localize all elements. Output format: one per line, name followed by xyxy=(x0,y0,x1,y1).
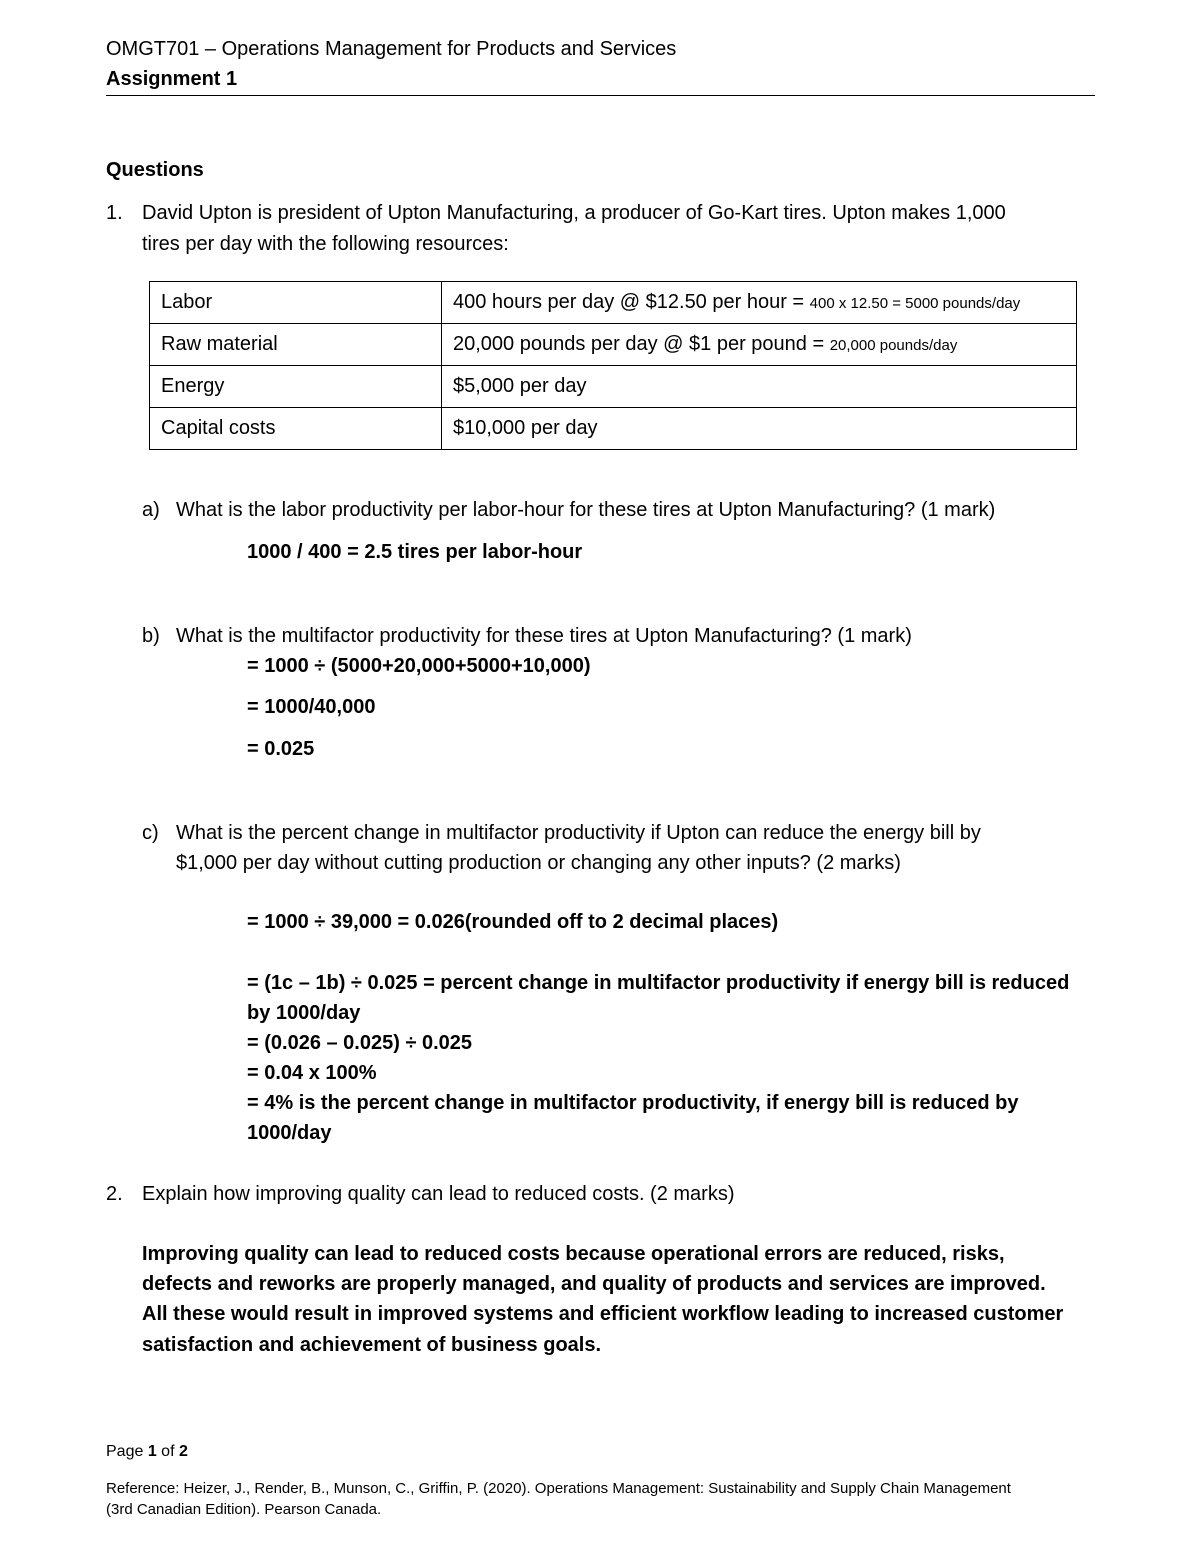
resource-name: Labor xyxy=(150,282,442,324)
table-row xyxy=(150,366,1077,408)
page-mid: of xyxy=(156,1443,179,1460)
q1c-answer-line: = 4% is the percent change in multifactor productivity, if energy bill is reduced by xyxy=(247,1092,1019,1114)
resource-detail xyxy=(442,324,1077,366)
table-row xyxy=(150,408,1077,450)
q1a-question: What is the labor productivity per labor-hour for these tires at Upton Manufacturing? (1 mark) xyxy=(176,499,996,521)
table-row xyxy=(150,324,1077,366)
q1c-answer-line: 1000/day xyxy=(247,1122,332,1144)
q2-question: Explain how improving quality can lead to reduced costs. (2 marks) xyxy=(142,1183,735,1205)
q1c-answer-line: = 0.04 x 100% xyxy=(247,1062,377,1084)
q1a-label: a) xyxy=(142,499,160,521)
q2-number: 2. xyxy=(106,1183,123,1205)
page-prefix: Page xyxy=(106,1443,148,1460)
q1c-answer-line: = (0.026 – 0.025) ÷ 0.025 xyxy=(247,1032,473,1054)
q1b-question: What is the multifactor productivity for these tires at Upton Manufacturing? (1 mark) xyxy=(176,625,912,647)
reference-line1: Reference: Heizer, J., Render, B., Munson, C., Griffin, P. (2020). Operations Management: Sustainability and Supply Chain Management xyxy=(106,1480,1011,1497)
resource-detail: $10,000 per day xyxy=(442,408,1077,450)
table-row xyxy=(150,282,1077,324)
page-current: 1 xyxy=(147,1443,157,1460)
q1-number: 1. xyxy=(106,202,123,224)
page-number xyxy=(106,1443,188,1461)
q1b-answer-line: = 1000 ÷ (5000+20,000+5000+10,000) xyxy=(247,655,591,677)
q1-text-line2: tires per day with the following resources: xyxy=(142,233,509,255)
resource-detail: $5,000 per day xyxy=(442,366,1077,408)
resource-name: Capital costs xyxy=(150,408,442,450)
q2-answer-line: satisfaction and achievement of business goals. xyxy=(142,1334,602,1356)
detail-note: 20,000 pounds/day xyxy=(829,337,958,354)
q2-answer-line: Improving quality can lead to reduced costs because operational errors are reduced, risks, xyxy=(142,1243,1005,1265)
q1c-question-line2: $1,000 per day without cutting production or changing any other inputs? (2 marks) xyxy=(176,852,901,874)
q1b-answer-line: = 0.025 xyxy=(247,738,315,760)
q1-text-line1: David Upton is president of Upton Manufacturing, a producer of Go-Kart tires. Upton makes 1,000 xyxy=(142,202,1006,224)
q1b-answer-line: = 1000/40,000 xyxy=(247,696,376,718)
q1c-answer-line: = (1c – 1b) ÷ 0.025 = percent change in multifactor productivity if energy bill is reduced xyxy=(247,972,1070,994)
detail-text: 400 hours per day @ $12.50 per hour = xyxy=(453,291,810,313)
course-title: OMGT701 – Operations Management for Products and Services xyxy=(106,38,677,60)
q1c-label: c) xyxy=(142,822,159,844)
detail-text: 20,000 pounds per day @ $1 per pound = xyxy=(453,333,830,355)
q1b-label: b) xyxy=(142,625,160,647)
reference-line2: (3rd Canadian Edition). Pearson Canada. xyxy=(106,1501,382,1518)
q2-answer-line: defects and reworks are properly managed, and quality of products and services are improved. xyxy=(142,1273,1046,1295)
resource-name: Energy xyxy=(150,366,442,408)
resource-name: Raw material xyxy=(150,324,442,366)
header-divider xyxy=(106,95,1095,96)
q1a-answer: 1000 / 400 = 2.5 tires per labor-hour xyxy=(247,541,583,563)
page-total: 2 xyxy=(178,1443,188,1460)
detail-note: 400 x 12.50 = 5000 pounds/day xyxy=(809,295,1021,312)
questions-heading: Questions xyxy=(106,159,204,181)
q1c-answer-line: by 1000/day xyxy=(247,1002,361,1024)
assignment-title: Assignment 1 xyxy=(106,68,238,90)
q1c-question-line1: What is the percent change in multifactor productivity if Upton can reduce the energy bill by xyxy=(176,822,981,844)
resource-detail xyxy=(442,282,1077,324)
resources-table xyxy=(149,281,1077,450)
q1c-answer1: = 1000 ÷ 39,000 = 0.026(rounded off to 2 decimal places) xyxy=(247,911,779,933)
q2-answer-line: All these would result in improved systems and efficient workflow leading to increased customer xyxy=(142,1303,1064,1325)
